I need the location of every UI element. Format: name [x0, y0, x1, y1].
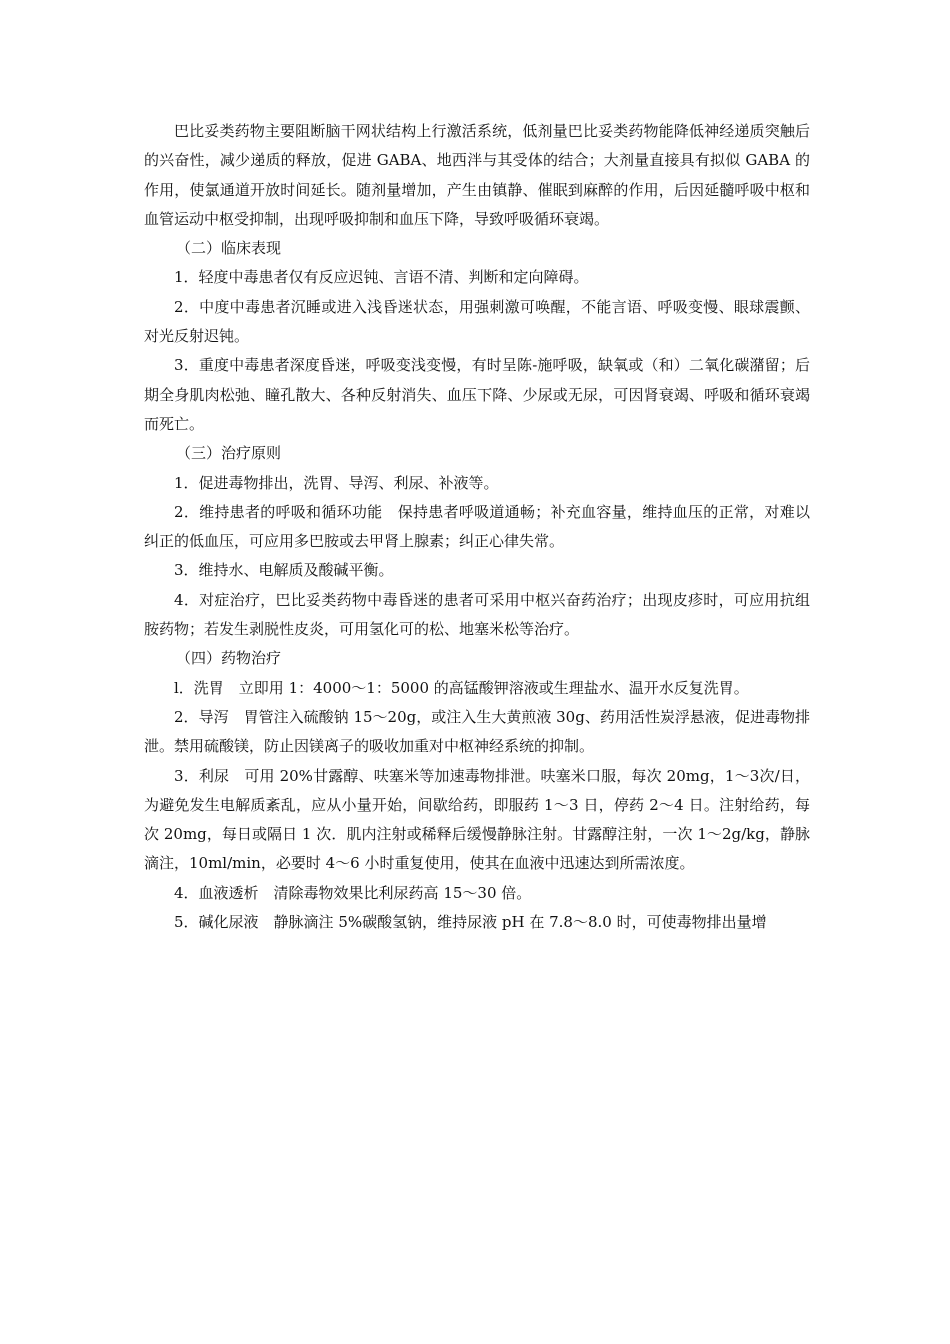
list-item: 2．中度中毒患者沉睡或进入浅昏迷状态，用强刺激可唤醒，不能言语、呼吸变慢、眼球震颤、对光反射迟钝。: [144, 297, 810, 346]
list-item: 4．对症治疗，巴比妥类药物中毒昏迷的患者可采用中枢兴奋药治疗；出现皮疹时，可应用抗组胺药物；若发生剥脱性皮炎，可用氢化可的松、地塞米松等治疗。: [144, 590, 810, 639]
document-page: [144, 117, 810, 937]
list-item: 5．碱化尿液 静脉滴注 5%碳酸氢钠，维持尿液 pH 在 7.8～8.0 时，可使毒物排出量增: [174, 913, 767, 932]
list-item: 2．导泻 胃管注入硫酸钠 15～20g，或注入生大黄煎液 30g、药用活性炭浮悬液，促进毒物排泄。禁用硫酸镁，防止因镁离子的吸收加重对中枢神经系统的抑制。: [144, 707, 810, 756]
section-heading: （四）药物治疗: [176, 649, 282, 668]
body-paragraph: 巴比妥类药物主要阻断脑干网状结构上行激活系统，低剂量巴比妥类药物能降低神经递质突触后的兴奋性，减少递质的释放，促进 GABA、地西泮与其受体的结合；大剂量直接具有拟似 GABA 的作用，使氯通道开放时间延长。随剂量增加，产生由镇静、催眠到麻醉的作用，后因延髓呼吸中枢和血管运动中枢受抑制，出现呼吸抑制和血压下降，导致呼吸循环衰竭。: [144, 122, 810, 228]
list-item: 3．维持水、电解质及酸碱平衡。: [174, 561, 394, 580]
list-item: 4．血液透析 清除毒物效果比利尿药高 15～30 倍。: [174, 883, 532, 902]
section-heading: （二）临床表现: [176, 239, 282, 258]
list-item: l．洗胃 立即用 1：4000～1：5000 的高锰酸钾溶液或生理盐水、温开水反复洗胃。: [174, 678, 749, 697]
list-item: 3．重度中毒患者深度昏迷，呼吸变浅变慢，有时呈陈-施呼吸，缺氧或（和）二氧化碳潴留；后期全身肌肉松弛、瞳孔散大、各种反射消失、血压下降、少尿或无尿，可因肾衰竭、呼吸和循环衰竭而死亡。: [144, 356, 810, 433]
section-heading: （三）治疗原则: [176, 444, 282, 463]
list-item: 3．利尿 可用 20%甘露醇、呋塞米等加速毒物排泄。呋塞米口服，每次 20mg，1～3次/日，为避免发生电解质紊乱，应从小量开始，间歇给药，即服药 1～3 日，停药 2～4 日。注射给药，每次 20mg，每日或隔日 1 次．肌内注射或稀释后缓慢静脉注射。甘露醇注射，一次 1～2g/kg，静脉滴注，10ml/min，必要时 4～6 小时重复使用，使其在血液中迅速达到所需浓度。: [144, 766, 810, 873]
list-item: 1．促进毒物排出，洗胃、导泻、利尿、补液等。: [174, 473, 499, 492]
list-item: 2．维持患者的呼吸和循环功能 保持患者呼吸道通畅；补充血容量，维持血压的正常，对难以纠正的低血压，可应用多巴胺或去甲肾上腺素；纠正心律失常。: [144, 502, 810, 551]
list-item: 1．轻度中毒患者仅有反应迟钝、言语不清、判断和定向障碍。: [174, 268, 589, 287]
